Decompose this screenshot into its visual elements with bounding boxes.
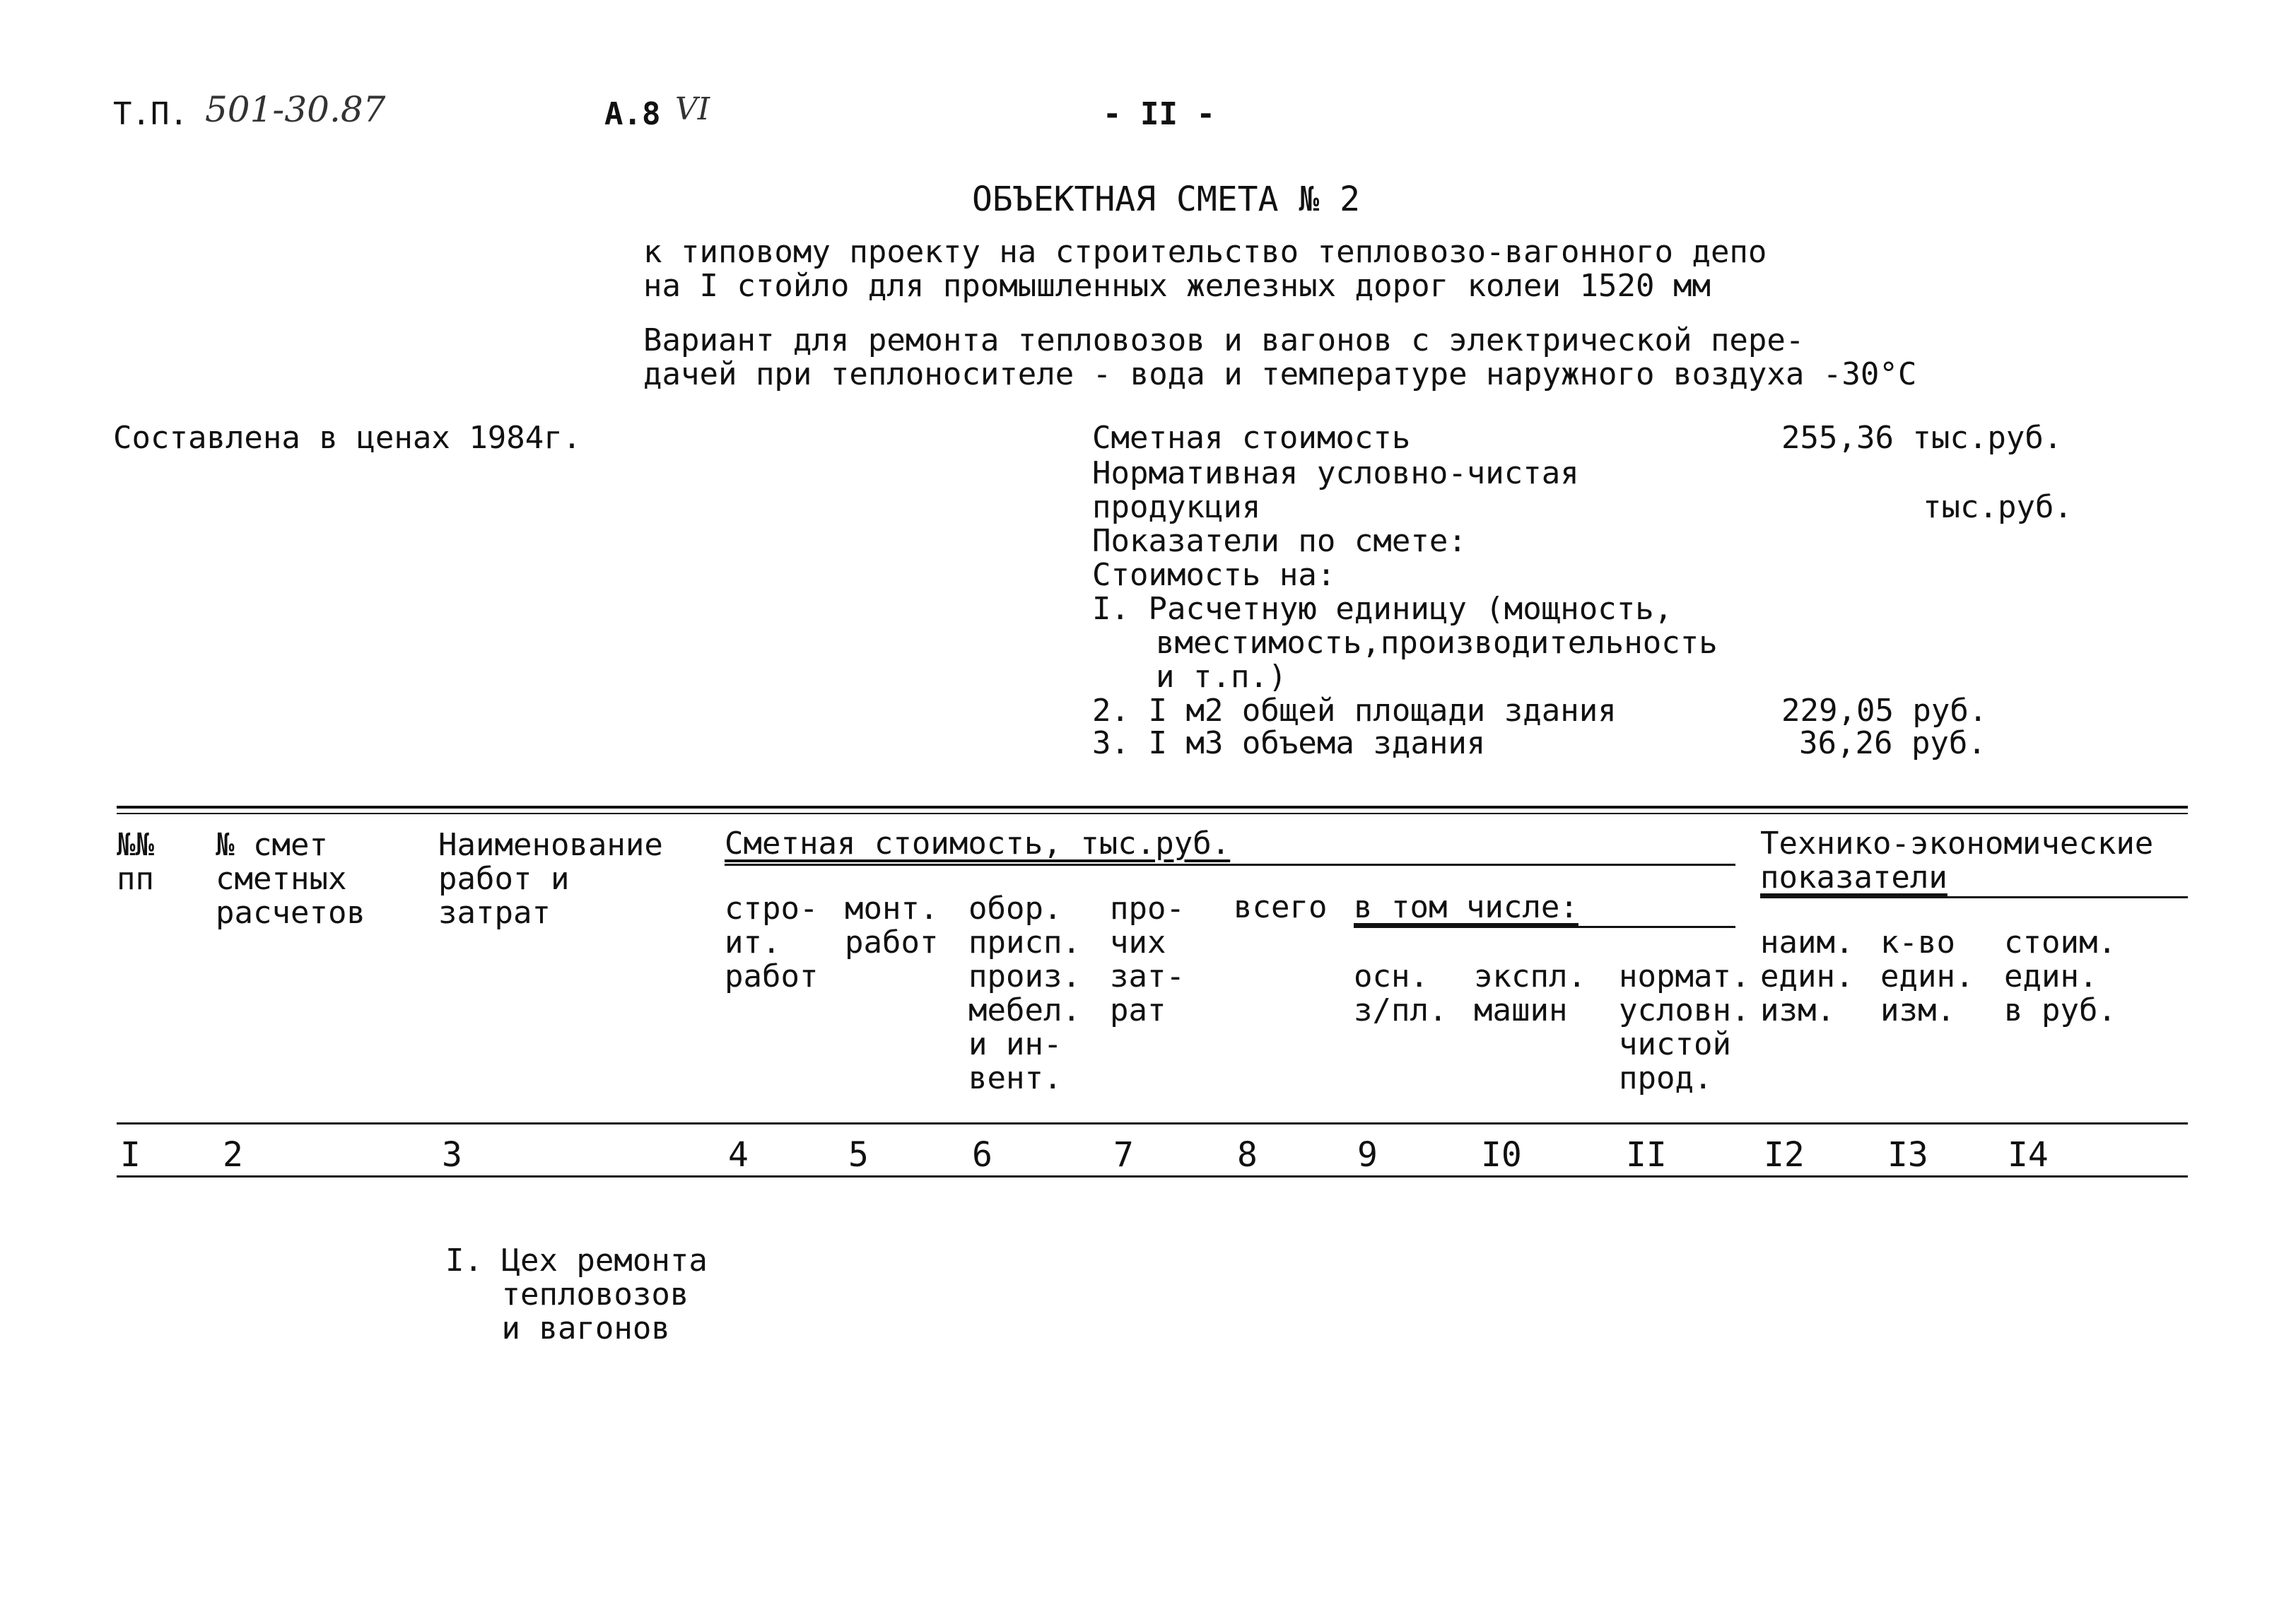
col-number-10: I0	[1481, 1135, 1522, 1175]
title-line-1: к типовому проекту на строительство тепловозо-вагонного депо	[643, 234, 1767, 270]
table-top-rule-thin	[117, 813, 2188, 814]
group-cost-rule	[725, 864, 1735, 866]
col-number-1: I	[120, 1135, 141, 1175]
col-header-other-costs: про- чих зат- рат	[1110, 891, 1185, 1028]
col-header-unit-name: наим. един. изм.	[1760, 924, 1854, 1028]
variant-line-2: дачей при теплоносителе - вода и температуре наружного воздуха -30°С	[643, 356, 1917, 392]
col-header-net-production: нормат. условн. чистой прод.	[1619, 958, 1750, 1096]
col-header-equipment: обор. присп. произ. мебел. и ин- вент.	[968, 891, 1081, 1096]
item-2-label: 2. I м2 общей площади здания	[1092, 693, 1617, 729]
indicators-label: Показатели по смете:	[1092, 523, 1467, 559]
prices-note: Составлена в ценах 1984г.	[113, 420, 582, 456]
group-header-cost: Сметная стоимость, тыс.руб.	[725, 826, 1231, 862]
col-number-2: 2	[223, 1135, 243, 1175]
col-header-total: всего	[1234, 889, 1328, 925]
variant-line-1: Вариант для ремонта тепловозов и вагонов с электрической пере-	[643, 322, 1805, 358]
number-row-top-rule	[117, 1122, 2188, 1125]
cost-label: Сметная стоимость	[1092, 420, 1411, 456]
tp-number-handwritten: 501-30.87	[205, 89, 386, 130]
col-number-5: 5	[848, 1135, 869, 1175]
item-2-value: 229,05 руб.	[1781, 693, 1988, 729]
col-number-14: I4	[2008, 1135, 2049, 1175]
group-header-including: в том числе:	[1354, 889, 1578, 925]
norm-label-1: Нормативная условно-чистая	[1092, 455, 1579, 491]
group-tech-rule	[1760, 896, 2188, 898]
norm-value: тыс.руб.	[1923, 489, 2073, 525]
col-number-6: 6	[972, 1135, 992, 1175]
col-header-estimate-number: № смет сметных расчетов	[216, 827, 365, 931]
col-header-work-name: Наименование работ и затрат	[438, 827, 663, 931]
col-number-4: 4	[728, 1135, 749, 1175]
section-label: I. Цех ремонта тепловозов и вагонов	[445, 1243, 708, 1346]
col-number-9: 9	[1357, 1135, 1378, 1175]
title-line-2: на I стойло для промышленных железных дорог колеи 1520 мм	[643, 268, 1711, 304]
col-header-row-number: №№ пп	[117, 827, 154, 897]
item-3-value: 36,26 руб.	[1799, 725, 1986, 761]
col-number-7: 7	[1113, 1135, 1134, 1175]
col-header-unit-quantity: к-во един. изм.	[1880, 924, 1974, 1028]
col-header-installation: монт. работ	[845, 891, 939, 961]
album-prefix: А.8	[604, 96, 661, 132]
number-row-bottom-rule	[117, 1175, 2188, 1178]
table-top-rule	[117, 806, 2188, 809]
document-title: ОБЪЕКТНАЯ СМЕТА № 2	[972, 180, 1361, 219]
group-header-tech-2: показатели	[1760, 859, 1948, 896]
tp-prefix: Т.П.	[113, 96, 188, 132]
norm-label-2: продукция	[1092, 489, 1261, 525]
col-header-unit-cost: стоим. един. в руб.	[2004, 924, 2116, 1028]
cost-value: 255,36 тыс.руб.	[1781, 420, 2063, 456]
group-including-rule	[1354, 926, 1735, 928]
col-header-machine-operation: экспл. машин	[1474, 958, 1586, 1028]
col-number-8: 8	[1237, 1135, 1258, 1175]
album-suffix-handwritten: VI	[675, 91, 710, 127]
col-number-3: 3	[442, 1135, 462, 1175]
col-header-base-salary: осн. з/пл.	[1354, 958, 1448, 1028]
col-number-13: I3	[1887, 1135, 1928, 1175]
item-3-label: 3. I м3 объема здания	[1092, 725, 1486, 761]
page-number: - II -	[1103, 96, 1215, 132]
item-1-line-b: вместимость,производительность	[1156, 625, 1718, 661]
col-number-11: II	[1626, 1135, 1667, 1175]
item-1-line-a: I. Расчетную единицу (мощность,	[1092, 591, 1673, 627]
item-1-line-c: и т.п.)	[1156, 659, 1287, 695]
col-header-construction: стро- ит. работ	[725, 891, 819, 994]
col-number-12: I2	[1764, 1135, 1805, 1175]
group-header-tech: Технико-экономические	[1760, 826, 2154, 862]
cost-on-label: Стоимость на:	[1092, 557, 1336, 593]
